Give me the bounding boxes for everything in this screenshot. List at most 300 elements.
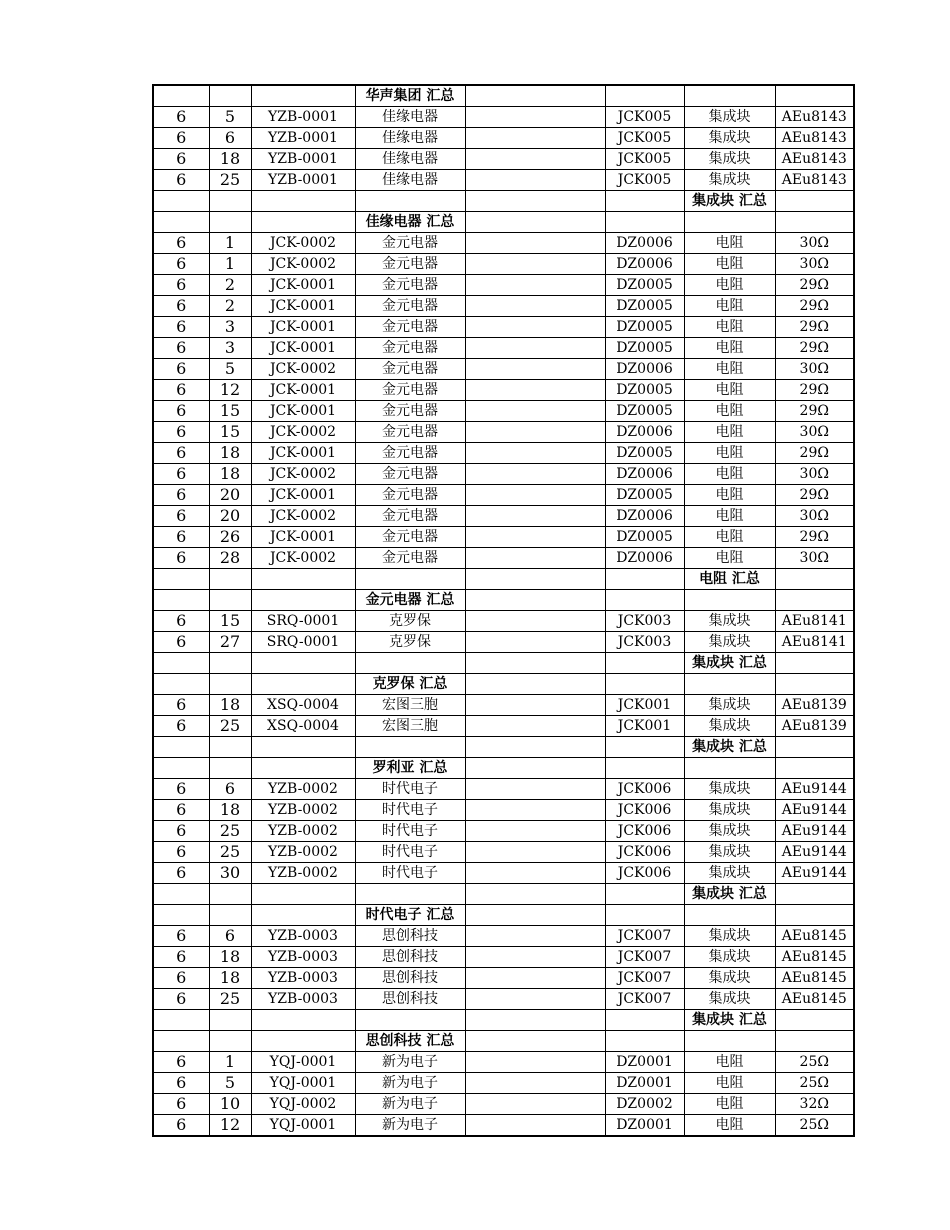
cell-spec: AEu8143 [775, 107, 854, 128]
cell-empty [605, 590, 684, 611]
cell-blank [465, 527, 605, 548]
cell-supplier: 新为电子 [355, 1073, 465, 1094]
cell-empty [465, 905, 605, 926]
cell-blank [465, 338, 605, 359]
table-row [153, 1115, 854, 1137]
table-row [153, 359, 854, 380]
table-row [153, 506, 854, 527]
cell-blank [465, 989, 605, 1010]
cell-empty [465, 569, 605, 590]
cell-blank [465, 422, 605, 443]
cell-product-code: DZ0005 [605, 275, 684, 296]
cell-day: 25 [209, 170, 251, 191]
cell-part-code: YQJ-0002 [251, 1094, 355, 1115]
cell-blank [465, 926, 605, 947]
cell-spec: AEu8143 [775, 128, 854, 149]
cell-blank [465, 632, 605, 653]
subtotal-label: 罗利亚 汇总 [355, 758, 465, 779]
table-row [153, 233, 854, 254]
cell-day: 1 [209, 254, 251, 275]
cell-blank [465, 821, 605, 842]
subtotal-label: 克罗保 汇总 [355, 674, 465, 695]
cell-day: 15 [209, 422, 251, 443]
cell-part-code: YZB-0003 [251, 968, 355, 989]
cell-empty [684, 674, 775, 695]
cell-spec: AEu8145 [775, 926, 854, 947]
cell-spec: AEu9144 [775, 821, 854, 842]
cell-month: 6 [153, 695, 209, 716]
cell-day: 6 [209, 128, 251, 149]
cell-supplier: 思创科技 [355, 968, 465, 989]
cell-spec: 30Ω [775, 464, 854, 485]
cell-month: 6 [153, 842, 209, 863]
cell-empty [465, 212, 605, 233]
cell-category: 集成块 [684, 611, 775, 632]
subtotal-label: 华声集团 汇总 [355, 85, 465, 107]
cell-spec: 25Ω [775, 1052, 854, 1073]
cell-part-code: JCK-0002 [251, 422, 355, 443]
cell-blank [465, 128, 605, 149]
cell-day: 25 [209, 842, 251, 863]
cell-day: 12 [209, 380, 251, 401]
cell-part-code: JCK-0002 [251, 359, 355, 380]
cell-month: 6 [153, 1073, 209, 1094]
cell-part-code: YZB-0002 [251, 800, 355, 821]
cell-empty [465, 1031, 605, 1052]
cell-empty [465, 590, 605, 611]
subtotal-row [153, 569, 854, 590]
table-row [153, 842, 854, 863]
cell-supplier: 金元电器 [355, 359, 465, 380]
cell-product-code: DZ0001 [605, 1115, 684, 1137]
cell-month: 6 [153, 233, 209, 254]
cell-category: 电阻 [684, 380, 775, 401]
cell-month: 6 [153, 401, 209, 422]
cell-category: 集成块 [684, 149, 775, 170]
cell-empty [605, 737, 684, 758]
cell-day: 18 [209, 800, 251, 821]
table-row [153, 443, 854, 464]
cell-product-code: DZ0005 [605, 317, 684, 338]
cell-product-code: DZ0006 [605, 548, 684, 569]
subtotal-row [153, 590, 854, 611]
cell-empty [775, 674, 854, 695]
cell-empty [209, 191, 251, 212]
cell-empty [775, 1010, 854, 1031]
cell-blank [465, 968, 605, 989]
cell-part-code: JCK-0001 [251, 527, 355, 548]
cell-supplier: 新为电子 [355, 1052, 465, 1073]
cell-month: 6 [153, 611, 209, 632]
cell-part-code: SRQ-0001 [251, 611, 355, 632]
table-row [153, 527, 854, 548]
cell-product-code: DZ0006 [605, 506, 684, 527]
cell-product-code: DZ0001 [605, 1052, 684, 1073]
cell-empty [209, 884, 251, 905]
subtotal-row [153, 905, 854, 926]
cell-supplier: 金元电器 [355, 233, 465, 254]
cell-spec: 25Ω [775, 1073, 854, 1094]
cell-empty [775, 590, 854, 611]
cell-category: 电阻 [684, 422, 775, 443]
table-row [153, 1052, 854, 1073]
cell-part-code: JCK-0001 [251, 380, 355, 401]
cell-empty [209, 653, 251, 674]
subtotal-label: 时代电子 汇总 [355, 905, 465, 926]
table-row [153, 863, 854, 884]
cell-product-code: DZ0006 [605, 233, 684, 254]
cell-part-code: YZB-0001 [251, 128, 355, 149]
cell-month: 6 [153, 149, 209, 170]
cell-spec: 29Ω [775, 296, 854, 317]
cell-supplier: 金元电器 [355, 527, 465, 548]
cell-category: 集成块 [684, 170, 775, 191]
cell-month: 6 [153, 443, 209, 464]
cell-supplier: 时代电子 [355, 842, 465, 863]
cell-product-code: DZ0005 [605, 338, 684, 359]
cell-category: 电阻 [684, 1052, 775, 1073]
table-row [153, 989, 854, 1010]
cell-month: 6 [153, 863, 209, 884]
cell-category: 电阻 [684, 1094, 775, 1115]
cell-empty [209, 758, 251, 779]
cell-spec: AEu8139 [775, 695, 854, 716]
cell-part-code: JCK-0001 [251, 443, 355, 464]
table-row [153, 380, 854, 401]
cell-empty [465, 85, 605, 107]
subtotal-row [153, 85, 854, 107]
cell-empty [355, 653, 465, 674]
cell-empty [684, 85, 775, 107]
subtotal-row [153, 884, 854, 905]
cell-spec: AEu9144 [775, 779, 854, 800]
cell-category: 电阻 [684, 443, 775, 464]
cell-category: 电阻 [684, 548, 775, 569]
cell-spec: AEu9144 [775, 800, 854, 821]
cell-supplier: 宏图三胞 [355, 716, 465, 737]
cell-category: 集成块 [684, 947, 775, 968]
cell-product-code: JCK005 [605, 170, 684, 191]
table-row [153, 1073, 854, 1094]
cell-empty [775, 212, 854, 233]
cell-category: 电阻 [684, 506, 775, 527]
cell-part-code: YZB-0001 [251, 107, 355, 128]
cell-empty [684, 1031, 775, 1052]
cell-empty [465, 884, 605, 905]
cell-product-code: DZ0005 [605, 485, 684, 506]
table-row [153, 128, 854, 149]
table-row [153, 716, 854, 737]
cell-empty [605, 191, 684, 212]
cell-empty [153, 212, 209, 233]
cell-product-code: DZ0005 [605, 380, 684, 401]
cell-day: 25 [209, 716, 251, 737]
cell-part-code: JCK-0001 [251, 485, 355, 506]
cell-spec: AEu8141 [775, 632, 854, 653]
cell-product-code: JCK006 [605, 821, 684, 842]
cell-empty [251, 569, 355, 590]
cell-empty [605, 85, 684, 107]
cell-empty [605, 653, 684, 674]
cell-category: 集成块 [684, 968, 775, 989]
cell-month: 6 [153, 170, 209, 191]
cell-empty [775, 737, 854, 758]
cell-empty [251, 85, 355, 107]
cell-blank [465, 716, 605, 737]
cell-part-code: YZB-0002 [251, 779, 355, 800]
subtotal-label: 集成块 汇总 [684, 737, 775, 758]
cell-category: 电阻 [684, 275, 775, 296]
subtotal-label: 集成块 汇总 [684, 653, 775, 674]
cell-category: 电阻 [684, 296, 775, 317]
cell-supplier: 金元电器 [355, 548, 465, 569]
cell-spec: 30Ω [775, 506, 854, 527]
cell-category: 集成块 [684, 926, 775, 947]
cell-empty [355, 191, 465, 212]
table-row [153, 170, 854, 191]
cell-category: 集成块 [684, 779, 775, 800]
cell-empty [153, 737, 209, 758]
cell-month: 6 [153, 464, 209, 485]
cell-supplier: 克罗保 [355, 632, 465, 653]
cell-supplier: 金元电器 [355, 254, 465, 275]
cell-spec: 29Ω [775, 380, 854, 401]
cell-supplier: 金元电器 [355, 422, 465, 443]
subtotal-row [153, 653, 854, 674]
cell-category: 电阻 [684, 317, 775, 338]
cell-month: 6 [153, 821, 209, 842]
cell-product-code: JCK005 [605, 128, 684, 149]
cell-empty [251, 191, 355, 212]
cell-day: 10 [209, 1094, 251, 1115]
table-row [153, 548, 854, 569]
cell-product-code: JCK003 [605, 632, 684, 653]
cell-empty [209, 905, 251, 926]
cell-part-code: YZB-0002 [251, 821, 355, 842]
cell-part-code: JCK-0002 [251, 506, 355, 527]
cell-supplier: 思创科技 [355, 947, 465, 968]
cell-empty [153, 1031, 209, 1052]
cell-day: 20 [209, 485, 251, 506]
cell-day: 2 [209, 275, 251, 296]
cell-blank [465, 401, 605, 422]
cell-empty [355, 737, 465, 758]
cell-part-code: YQJ-0001 [251, 1052, 355, 1073]
table-row [153, 275, 854, 296]
subtotal-label: 集成块 汇总 [684, 884, 775, 905]
cell-empty [251, 1010, 355, 1031]
cell-blank [465, 695, 605, 716]
cell-category: 集成块 [684, 632, 775, 653]
cell-empty [355, 1010, 465, 1031]
subtotal-label: 集成块 汇总 [684, 191, 775, 212]
cell-category: 集成块 [684, 716, 775, 737]
cell-category: 电阻 [684, 359, 775, 380]
cell-empty [355, 569, 465, 590]
table-row [153, 338, 854, 359]
cell-empty [605, 569, 684, 590]
cell-spec: AEu8145 [775, 947, 854, 968]
table-row [153, 254, 854, 275]
cell-month: 6 [153, 485, 209, 506]
cell-part-code: XSQ-0004 [251, 716, 355, 737]
cell-day: 18 [209, 695, 251, 716]
cell-product-code: JCK007 [605, 989, 684, 1010]
subtotal-row [153, 758, 854, 779]
cell-product-code: DZ0002 [605, 1094, 684, 1115]
table-row [153, 296, 854, 317]
cell-supplier: 金元电器 [355, 317, 465, 338]
cell-empty [775, 653, 854, 674]
cell-empty [153, 758, 209, 779]
cell-empty [209, 85, 251, 107]
cell-empty [209, 1031, 251, 1052]
cell-part-code: JCK-0001 [251, 317, 355, 338]
cell-spec: AEu9144 [775, 842, 854, 863]
cell-supplier: 克罗保 [355, 611, 465, 632]
cell-day: 1 [209, 1052, 251, 1073]
cell-empty [465, 758, 605, 779]
cell-product-code: DZ0005 [605, 527, 684, 548]
cell-empty [775, 191, 854, 212]
cell-part-code: YZB-0002 [251, 863, 355, 884]
cell-day: 20 [209, 506, 251, 527]
cell-part-code: YZB-0003 [251, 947, 355, 968]
cell-blank [465, 863, 605, 884]
cell-part-code: YZB-0003 [251, 926, 355, 947]
cell-blank [465, 275, 605, 296]
cell-empty [605, 1010, 684, 1031]
cell-supplier: 时代电子 [355, 800, 465, 821]
cell-product-code: DZ0005 [605, 401, 684, 422]
cell-spec: 29Ω [775, 527, 854, 548]
cell-category: 电阻 [684, 527, 775, 548]
cell-month: 6 [153, 506, 209, 527]
cell-supplier: 时代电子 [355, 821, 465, 842]
cell-supplier: 新为电子 [355, 1094, 465, 1115]
cell-blank [465, 170, 605, 191]
cell-product-code: JCK005 [605, 149, 684, 170]
cell-empty [684, 758, 775, 779]
cell-day: 15 [209, 401, 251, 422]
subtotal-row [153, 191, 854, 212]
cell-day: 5 [209, 107, 251, 128]
cell-empty [775, 884, 854, 905]
cell-empty [153, 653, 209, 674]
cell-supplier: 佳缘电器 [355, 170, 465, 191]
cell-spec: 29Ω [775, 485, 854, 506]
cell-blank [465, 317, 605, 338]
cell-part-code: JCK-0001 [251, 338, 355, 359]
cell-day: 18 [209, 443, 251, 464]
cell-product-code: DZ0005 [605, 443, 684, 464]
subtotal-row [153, 1031, 854, 1052]
cell-empty [153, 674, 209, 695]
cell-part-code: YQJ-0001 [251, 1115, 355, 1137]
cell-category: 集成块 [684, 128, 775, 149]
subtotal-row [153, 212, 854, 233]
cell-empty [209, 674, 251, 695]
cell-blank [465, 842, 605, 863]
cell-blank [465, 107, 605, 128]
cell-product-code: DZ0006 [605, 464, 684, 485]
cell-product-code: JCK006 [605, 779, 684, 800]
cell-part-code: JCK-0001 [251, 296, 355, 317]
cell-category: 电阻 [684, 254, 775, 275]
cell-day: 25 [209, 989, 251, 1010]
cell-spec: AEu8141 [775, 611, 854, 632]
cell-day: 6 [209, 779, 251, 800]
table-row [153, 632, 854, 653]
cell-product-code: JCK007 [605, 926, 684, 947]
cell-day: 3 [209, 338, 251, 359]
cell-supplier: 思创科技 [355, 926, 465, 947]
table-row [153, 485, 854, 506]
cell-supplier: 金元电器 [355, 401, 465, 422]
cell-month: 6 [153, 317, 209, 338]
cell-empty [251, 653, 355, 674]
cell-month: 6 [153, 359, 209, 380]
cell-blank [465, 1052, 605, 1073]
cell-blank [465, 296, 605, 317]
cell-category: 电阻 [684, 1073, 775, 1094]
cell-supplier: 金元电器 [355, 506, 465, 527]
cell-category: 集成块 [684, 800, 775, 821]
cell-empty [153, 905, 209, 926]
cell-supplier: 佳缘电器 [355, 107, 465, 128]
table-row [153, 317, 854, 338]
cell-product-code: JCK003 [605, 611, 684, 632]
cell-empty [775, 758, 854, 779]
cell-supplier: 时代电子 [355, 863, 465, 884]
cell-supplier: 金元电器 [355, 275, 465, 296]
cell-category: 电阻 [684, 401, 775, 422]
cell-empty [465, 674, 605, 695]
cell-month: 6 [153, 296, 209, 317]
cell-supplier: 金元电器 [355, 443, 465, 464]
cell-month: 6 [153, 1115, 209, 1137]
cell-supplier: 佳缘电器 [355, 149, 465, 170]
cell-blank [465, 800, 605, 821]
cell-empty [605, 884, 684, 905]
cell-part-code: JCK-0002 [251, 254, 355, 275]
cell-category: 集成块 [684, 989, 775, 1010]
table-row [153, 107, 854, 128]
cell-month: 6 [153, 926, 209, 947]
table-row [153, 464, 854, 485]
cell-spec: 29Ω [775, 401, 854, 422]
subtotal-row [153, 1010, 854, 1031]
cell-day: 28 [209, 548, 251, 569]
cell-empty [605, 674, 684, 695]
cell-blank [465, 380, 605, 401]
cell-spec: AEu8143 [775, 149, 854, 170]
cell-product-code: JCK001 [605, 695, 684, 716]
cell-month: 6 [153, 254, 209, 275]
cell-blank [465, 1094, 605, 1115]
table-row [153, 149, 854, 170]
cell-month: 6 [153, 548, 209, 569]
cell-month: 6 [153, 632, 209, 653]
cell-day: 25 [209, 821, 251, 842]
cell-supplier: 佳缘电器 [355, 128, 465, 149]
cell-month: 6 [153, 1052, 209, 1073]
cell-category: 电阻 [684, 485, 775, 506]
spreadsheet-table [152, 84, 855, 1137]
cell-empty [605, 758, 684, 779]
cell-product-code: DZ0006 [605, 254, 684, 275]
cell-empty [153, 85, 209, 107]
